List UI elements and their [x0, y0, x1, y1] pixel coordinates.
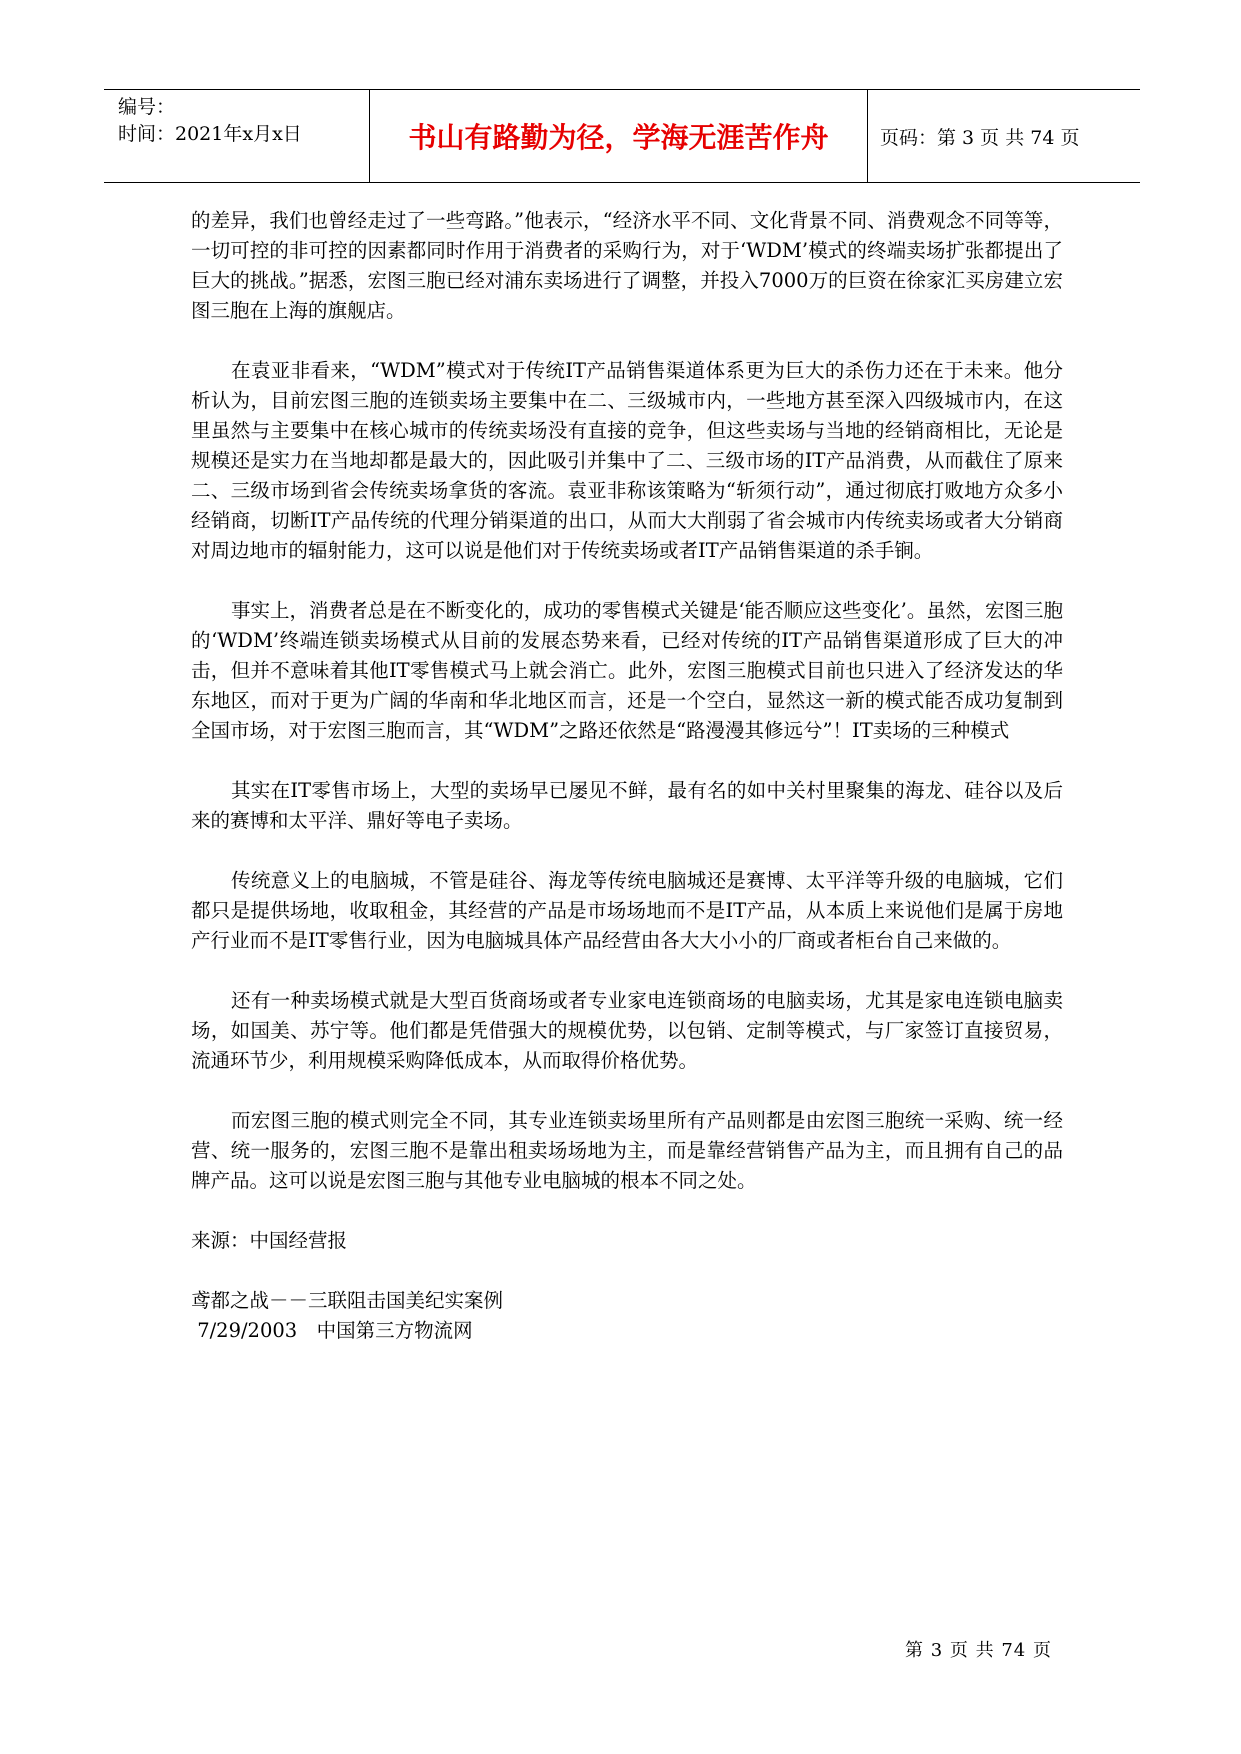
article-date-source: 7/29/2003 中国第三方物流网	[191, 1319, 473, 1342]
paragraph: 事实上，消费者总是在不断变化的，成功的零售模式关键是‘能否顺应这些变化’。虽然，宏图三胞的‘WDM’终端连锁卖场模式从目前的发展态势来看，已经对传统的IT产品销售渠道形成了巨大的冲击，但并不意味着其他IT零售模式马上就会消亡。此外，宏图三胞模式目前也只进入了经济发达的华东地区，而对于更为广阔的华南和华北地区而言，还是一个空白，显然这一新的模式能否成功复制到全国市场，对于宏图三胞而言，其“WDM”之路还依然是“路漫漫其修远兮”！IT卖场的三种模式	[191, 599, 1063, 742]
paragraph: 的差异，我们也曾经走过了一些弯路。”他表示，“经济水平不同、文化背景不同、消费观念不同等等，一切可控的非可控的因素都同时作用于消费者的采购行为，对于‘WDM’模式的终端卖场扩张都提出了巨大的挑战。”据悉，宏图三胞已经对浦东卖场进行了调整，并投入7000万的巨资在徐家汇买房建立宏图三胞在上海的旗舰店。	[191, 209, 1063, 322]
source-line: 来源：中国经营报	[191, 1229, 348, 1252]
paragraph: 传统意义上的电脑城，不管是硅谷、海龙等传统电脑城还是赛博、太平洋等升级的电脑城，它们都只是提供场地，收取租金，其经营的产品是市场场地而不是IT产品，从本质上来说他们是属于房地产行业而不是IT零售行业，因为电脑城具体产品经营由各大大小小的厂商或者柜台自己来做的。	[191, 869, 1063, 952]
page-footer: 第 3 页 共 74 页	[905, 1640, 1052, 1661]
article-title: 鸢都之战－－三联阻击国美纪实案例	[191, 1289, 504, 1312]
time-line: 时间：2021年x月x日	[118, 123, 302, 145]
header-left-cell	[104, 90, 370, 182]
paragraph: 而宏图三胞的模式则完全不同，其专业连锁卖场里所有产品则都是由宏图三胞统一采购、统一经营、统一服务的，宏图三胞不是靠出租卖场场地为主，而是靠经营销售产品为主，而且拥有自己的品牌产品。这可以说是宏图三胞与其他专业电脑城的根本不同之处。	[191, 1109, 1063, 1192]
paragraph: 还有一种卖场模式就是大型百货商场或者专业家电连锁商场的电脑卖场，尤其是家电连锁电脑卖场，如国美、苏宁等。他们都是凭借强大的规模优势，以包销、定制等模式，与厂家签订直接贸易，流通环节少，利用规模采购降低成本，从而取得价格优势。	[191, 989, 1063, 1072]
document-body	[191, 206, 1063, 1376]
header-motto: 书山有路勤为径，学海无涯苦作舟	[370, 90, 868, 182]
paragraph: 其实在IT零售市场上，大型的卖场早已屡见不鲜，最有名的如中关村里聚集的海龙、硅谷以及后来的赛博和太平洋、鼎好等电子卖场。	[191, 779, 1063, 832]
paragraph: 在袁亚非看来，“WDM”模式对于传统IT产品销售渠道体系更为巨大的杀伤力还在于未来。他分析认为，目前宏图三胞的连锁卖场主要集中在二、三级城市内，一些地方甚至深入四级城市内，在这里虽然与主要集中在核心城市的传统卖场没有直接的竞争，但这些卖场与当地的经销商相比，无论是规模还是实力在当地却都是最大的，因此吸引并集中了二、三级市场的IT产品消费，从而截住了原来二、三级市场到省会传统卖场拿货的客流。袁亚非称该策略为“斩须行动”，通过彻底打败地方众多小经销商，切断IT产品传统的代理分销渠道的出口，从而大大削弱了省会城市内传统卖场或者大分销商对周边地市的辐射能力，这可以说是他们对于传统卖场或者IT产品销售渠道的杀手锏。	[191, 359, 1063, 562]
serial-label: 编号：	[118, 96, 176, 118]
header-page-info: 页码：第 3 页 共 74 页	[880, 126, 1080, 149]
page-header	[104, 89, 1140, 183]
